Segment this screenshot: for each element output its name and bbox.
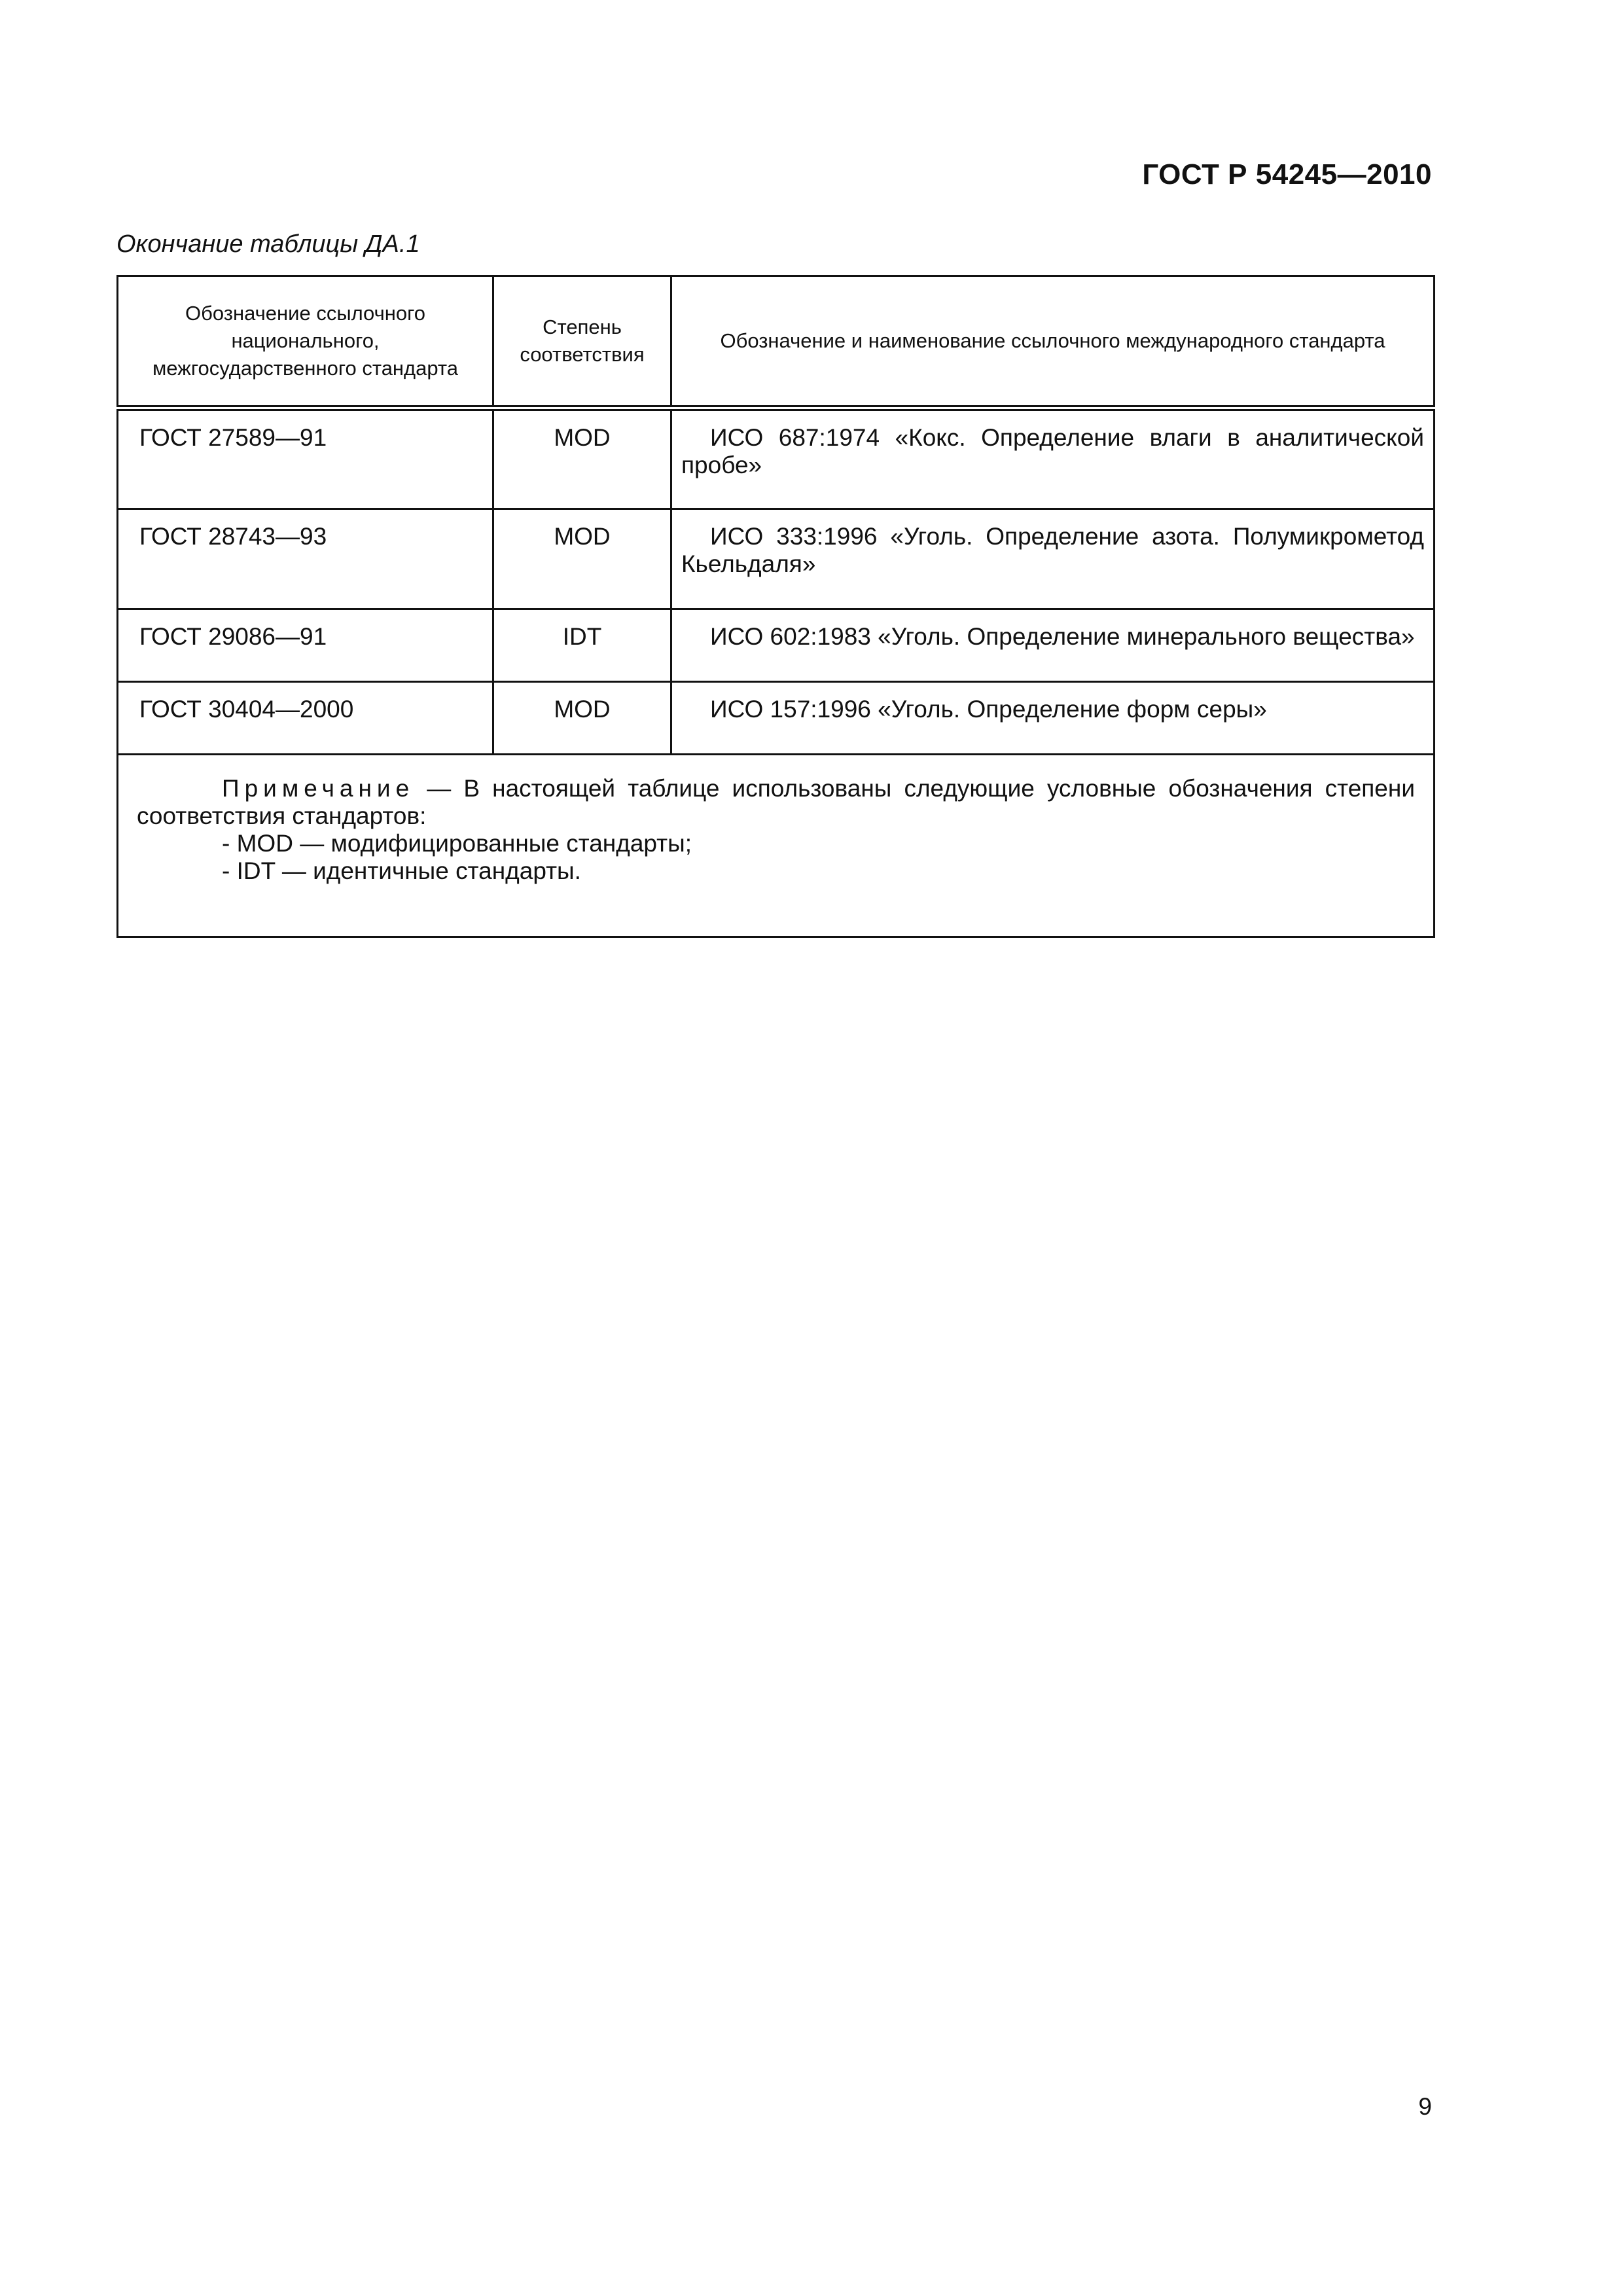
table-row — [118, 509, 1435, 609]
cell-national-code: ГОСТ 29086—91 — [118, 609, 493, 682]
table-row — [118, 408, 1435, 509]
document-code: ГОСТ Р 54245—2010 — [1142, 158, 1432, 190]
cell-national-code: ГОСТ 30404—2000 — [118, 682, 493, 755]
cell-international-standard: ИСО 157:1996 «Уголь. Определение форм серы» — [671, 682, 1435, 755]
cell-international-standard: ИСО 602:1983 «Уголь. Определение минерального вещества» — [671, 609, 1435, 682]
cell-international-standard: ИСО 333:1996 «Уголь. Определение азота. Полумикрометод Кьельдаля» — [671, 509, 1435, 609]
cell-degree: MOD — [493, 682, 671, 755]
cell-degree: MOD — [493, 408, 671, 509]
cell-international-standard: ИСО 687:1974 «Кокс. Определение влаги в аналитической пробе» — [671, 408, 1435, 509]
column-header-national-standard: Обозначение ссылочного национального, межгосударственного стандарта — [118, 276, 493, 408]
column-header-degree: Степень соответствия — [493, 276, 671, 408]
table-header-row — [118, 276, 1435, 408]
cell-national-code: ГОСТ 28743—93 — [118, 509, 493, 609]
table-caption: Окончание таблицы ДА.1 — [116, 230, 420, 258]
note-item-idt: - IDT — идентичные стандарты. — [222, 857, 581, 884]
cell-degree: MOD — [493, 509, 671, 609]
table-note — [118, 755, 1435, 937]
note-item-mod: - MOD — модифицированные стандарты; — [222, 830, 692, 857]
note-label: Примечание — [222, 775, 415, 802]
note-paragraph — [137, 775, 1415, 830]
table-row — [118, 682, 1435, 755]
reference-standards-table — [116, 275, 1435, 938]
table-note-row — [118, 755, 1435, 937]
table-row — [118, 609, 1435, 682]
cell-degree: IDT — [493, 609, 671, 682]
note-text: — В настоящей таблице использованы следующие условные обозначения степени соответствия стандартов: — [137, 775, 1415, 829]
cell-national-code: ГОСТ 27589—91 — [118, 408, 493, 509]
column-header-international-standard: Обозначение и наименование ссылочного международного стандарта — [671, 276, 1435, 408]
page-number: 9 — [1418, 2093, 1432, 2120]
